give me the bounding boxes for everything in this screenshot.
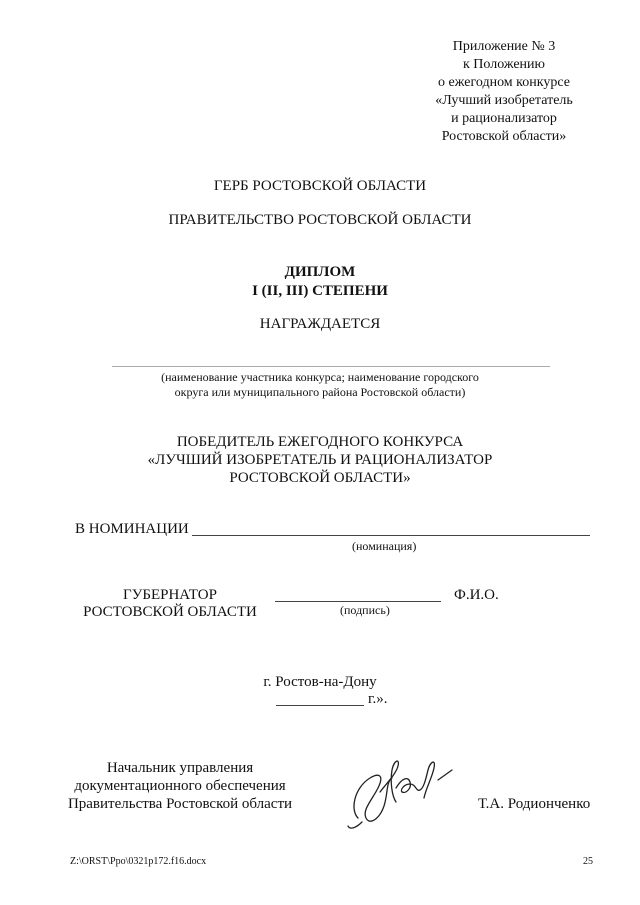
winner-line-3: РОСТОВСКОЙ ОБЛАСТИ» (229, 470, 411, 486)
date-suffix: г.». (368, 691, 388, 707)
governor-name-placeholder: Ф.И.О. (454, 587, 499, 603)
date-underline (276, 705, 364, 706)
file-path: Z:\ORST\Ppo\0321p172.f16.docx (70, 856, 207, 867)
appendix-line: «Лучший изобретатель (435, 93, 573, 108)
nomination-label: В НОМИНАЦИИ (75, 521, 189, 537)
governor-title-2: РОСТОВСКОЙ ОБЛАСТИ (83, 604, 257, 620)
appendix-note (396, 38, 612, 146)
government-title: ПРАВИТЕЛЬСТВО РОСТОВСКОЙ ОБЛАСТИ (168, 212, 472, 228)
appendix-line: и рационализатор (451, 111, 557, 126)
appendix-line: Ростовской области» (441, 129, 567, 144)
signature-caption: (подпись) (340, 603, 390, 617)
participant-underline (112, 366, 550, 367)
page-number: 25 (583, 856, 593, 867)
approval-line-1: Начальник управления (106, 760, 254, 776)
nomination-caption: (номинация) (352, 539, 417, 553)
handwritten-signature (340, 748, 460, 834)
participant-caption-2: округа или муниципального района Ростовской области) (174, 385, 466, 399)
coat-of-arms-placeholder: ГЕРБ РОСТОВСКОЙ ОБЛАСТИ (213, 178, 427, 194)
approval-line-3: Правительства Ростовской области (67, 796, 293, 812)
winner-line-1: ПОБЕДИТЕЛЬ ЕЖЕГОДНОГО КОНКУРСА (176, 434, 464, 450)
diploma-title: ДИПЛОМ (284, 264, 356, 280)
diploma-degree: I (II, III) СТЕПЕНИ (252, 283, 388, 299)
city-label: г. Ростов-на-Дону (263, 674, 377, 690)
winner-line-2: «ЛУЧШИЙ ИЗОБРЕТАТЕЛЬ И РАЦИОНАЛИЗАТОР (147, 452, 493, 468)
appendix-line: о ежегодном конкурсе (438, 75, 570, 90)
nomination-underline (192, 535, 590, 536)
approval-line-2: документационного обеспечения (74, 778, 286, 794)
approval-signer: Т.А. Родионченко (478, 796, 591, 812)
awarded-label: НАГРАЖДАЕТСЯ (259, 316, 381, 332)
participant-caption-1: (наименование участника конкурса; наименование городского (161, 370, 479, 384)
appendix-line: Приложение № 3 (452, 39, 556, 54)
appendix-line: к Положению (462, 57, 545, 72)
governor-title-1: ГУБЕРНАТОР (123, 587, 217, 603)
